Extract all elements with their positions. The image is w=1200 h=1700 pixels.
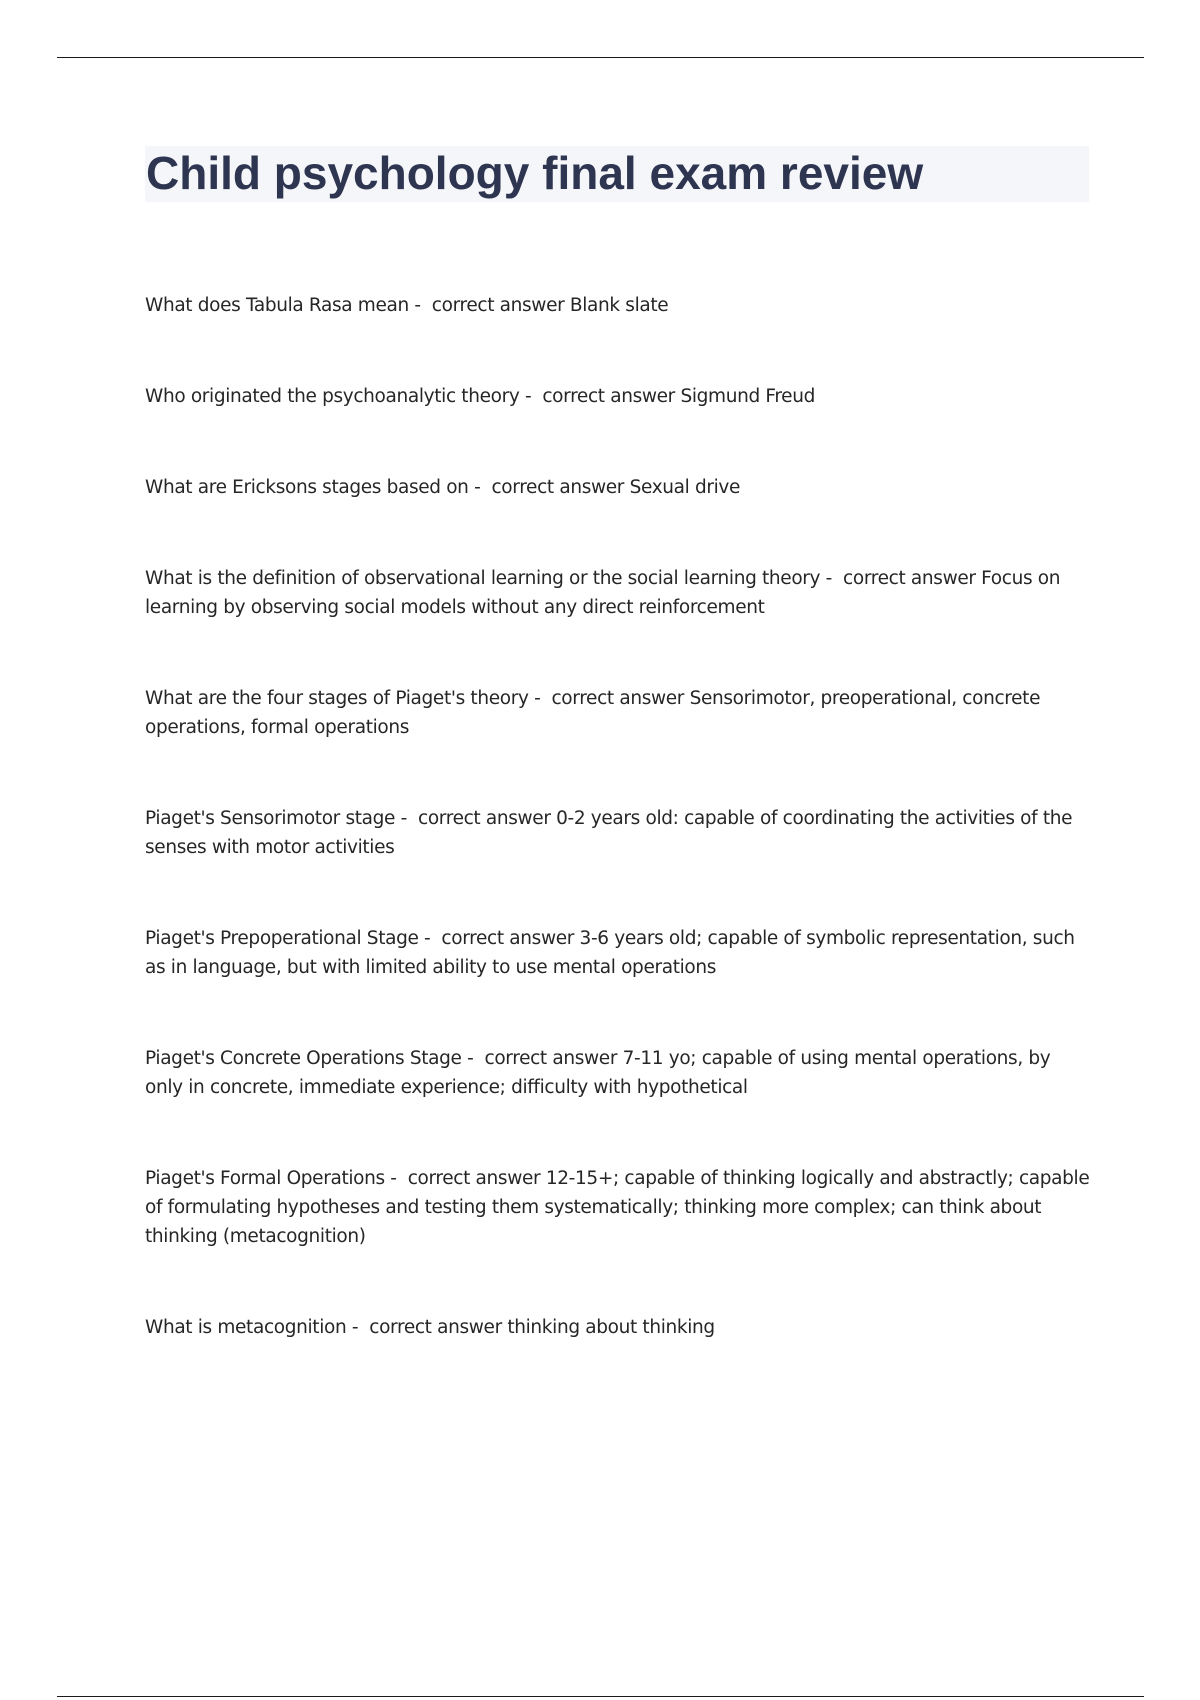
answer-text: 0-2 years old: capable of coordinating the activities of the senses with motor activities [145,808,1078,858]
answer-text: Sensorimotor, preoperational, concrete operations, formal operations [145,688,1046,738]
qa-item [145,382,1090,411]
answer-text: Focus on learning by observing social models without any direct reinforcement [145,568,1066,618]
answer-separator: - correct answer [820,568,982,589]
answer-text: Sigmund Freud [680,386,815,407]
answer-text: 7-11 yo; capable of using mental operations, by only in concrete, immediate experience; difficulty with hypothetical [145,1048,1056,1098]
question-text: What are the four stages of Piaget's theory [145,688,529,709]
qa-item [145,473,1090,502]
page-top-rule [57,57,1144,58]
page-bottom-rule [57,1696,1144,1697]
answer-separator: - correct answer [519,386,681,407]
question-text: What is the definition of observational learning or the social learning theory [145,568,821,589]
question-text: What does Tabula Rasa mean [145,295,409,316]
question-text: Piaget's Formal Operations [145,1168,385,1189]
question-text: Piaget's Concrete Operations Stage [145,1048,462,1069]
answer-separator: - correct answer [395,808,557,829]
answer-text: 12-15+; capable of thinking logically and abstractly; capable of formulating hypotheses and testing them systematically; thinking more complex; can think about thinking (metacognition) [145,1168,1095,1247]
qa-item [145,684,1090,742]
answer-text: Blank slate [569,295,669,316]
qa-item [145,1313,1090,1342]
qa-item [145,804,1090,862]
qa-item [145,1164,1095,1251]
answer-separator: - correct answer [346,1317,508,1338]
question-text: Who originated the psychoanalytic theory [145,386,520,407]
question-text: Piaget's Sensorimotor stage [145,808,396,829]
document-title: Child psychology final exam review [146,147,924,199]
answer-separator: - correct answer [408,295,570,316]
question-text: What are Ericksons stages based on [145,477,469,498]
answer-separator: - correct answer [461,1048,623,1069]
answer-text: thinking about thinking [507,1317,715,1338]
answer-text: Sexual drive [629,477,741,498]
answer-text: 3-6 years old; capable of symbolic representation, such as in language, but with limited ability to use mental operations [145,928,1081,978]
qa-item [145,291,1090,320]
answer-separator: - correct answer [528,688,690,709]
answer-separator: - correct answer [468,477,630,498]
answer-separator: - correct answer [418,928,580,949]
question-text: What is metacognition [145,1317,347,1338]
answer-separator: - correct answer [384,1168,546,1189]
qa-item [145,924,1090,982]
qa-item [145,564,1090,622]
qa-item [145,1044,1090,1102]
question-text: Piaget's Prepoperational Stage [145,928,419,949]
